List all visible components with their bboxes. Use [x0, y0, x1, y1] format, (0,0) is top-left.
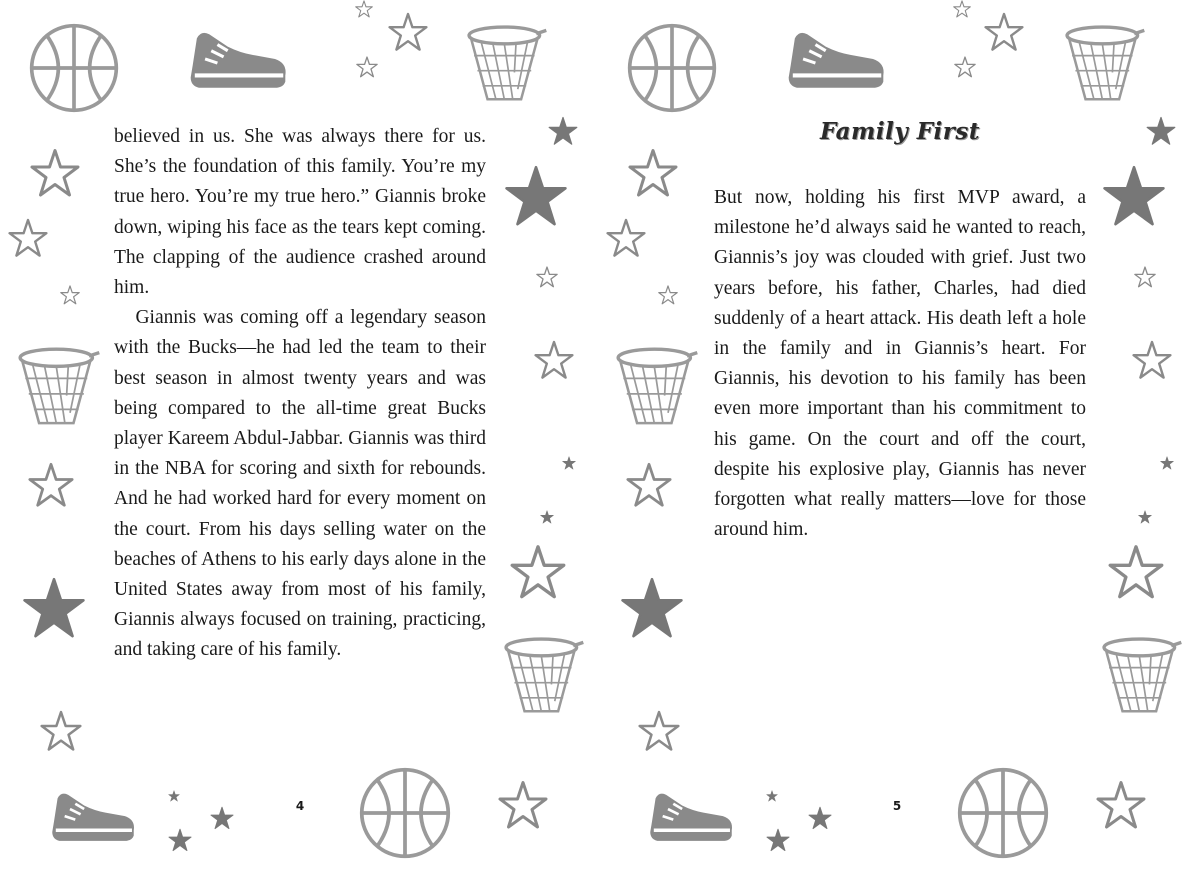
- star-icon: [356, 56, 378, 78]
- basketball-icon: [626, 22, 718, 114]
- basketball-net-icon: [1096, 634, 1186, 718]
- basketball-net-icon: [462, 22, 550, 106]
- star-icon: [40, 710, 82, 752]
- star-icon: [658, 282, 678, 308]
- right-page: [600, 0, 1200, 872]
- star-icon: [1102, 164, 1166, 228]
- page-number: 4: [295, 799, 305, 813]
- star-icon: [606, 218, 646, 258]
- star-icon: [628, 148, 678, 198]
- sneaker-icon: [784, 24, 888, 96]
- star-icon: [540, 510, 554, 524]
- page-number: 5: [892, 799, 902, 813]
- star-icon: [352, 0, 376, 18]
- star-icon: [766, 790, 778, 802]
- basketball-icon: [28, 22, 120, 114]
- star-icon: [8, 218, 48, 258]
- star-icon: [1108, 544, 1164, 600]
- star-icon: [168, 828, 192, 852]
- sneaker-icon: [48, 786, 138, 848]
- star-icon: [548, 116, 578, 146]
- sneaker-icon: [186, 24, 290, 96]
- star-icon: [626, 462, 672, 508]
- paragraph: believed in us. She was always there for us. She’s the foundation of this family. You’re my true hero. You’re my true hero.” Giannis broke down, wiping his face as the tears kept coming. The clapping of the audience crashed around him.: [114, 126, 486, 299]
- star-icon: [1138, 510, 1152, 524]
- basketball-net-icon: [498, 634, 588, 718]
- star-icon: [534, 340, 574, 380]
- star-icon: [984, 12, 1024, 52]
- star-icon: [388, 12, 428, 52]
- star-icon: [28, 462, 74, 508]
- star-icon: [1096, 780, 1146, 830]
- star-icon: [210, 806, 234, 830]
- star-icon: [1146, 116, 1176, 146]
- basketball-net-icon: [10, 344, 106, 430]
- star-icon: [60, 282, 80, 308]
- star-icon: [620, 576, 684, 640]
- star-icon: [950, 0, 974, 18]
- chapter-title: Family First: [820, 118, 980, 145]
- star-icon: [1160, 456, 1174, 470]
- star-icon: [504, 164, 568, 228]
- star-icon: [954, 56, 976, 78]
- sneaker-icon: [646, 786, 736, 848]
- right-page-body: [714, 183, 1086, 545]
- star-icon: [536, 266, 558, 288]
- star-icon: [510, 544, 566, 600]
- star-icon: [30, 148, 80, 198]
- basketball-icon: [956, 766, 1050, 860]
- star-icon: [1134, 266, 1156, 288]
- star-icon: [498, 780, 548, 830]
- paragraph: But now, holding his first MVP award, a milestone he’d always said he wanted to reach, Giannis’s joy was clouded with grief. Just two years before, his father, Charles, had died suddenly of a heart attack. His death left a hole in the family and in Giannis’s heart. For Giannis, his devotion to his family has been even more important than his commitment to his game. On the court and off the court, despite his explosive play, Giannis has never forgotten what really matters—love for those around him.: [714, 187, 1086, 541]
- star-icon: [1132, 340, 1172, 380]
- star-icon: [168, 790, 180, 802]
- basketball-net-icon: [1060, 22, 1148, 106]
- star-icon: [638, 710, 680, 752]
- paragraph: Giannis was coming off a legendary season with the Bucks—he had led the team to their best season in almost twenty years and was being compared to the all-time great Bucks player Kareem Abdul-Jabbar. Giannis was third in the NBA for scoring and sixth for rebounds. And he had worked hard for every moment on the court. From his days selling water on the beaches of Athens to his early days alone in the United States away from most of his family, Giannis always focused on training, practicing, and taking care of his family.: [114, 307, 486, 661]
- basketball-net-icon: [608, 344, 704, 430]
- star-icon: [562, 456, 576, 470]
- star-icon: [808, 806, 832, 830]
- left-page-body: [114, 122, 486, 666]
- star-icon: [766, 828, 790, 852]
- star-icon: [22, 576, 86, 640]
- basketball-icon: [358, 766, 452, 860]
